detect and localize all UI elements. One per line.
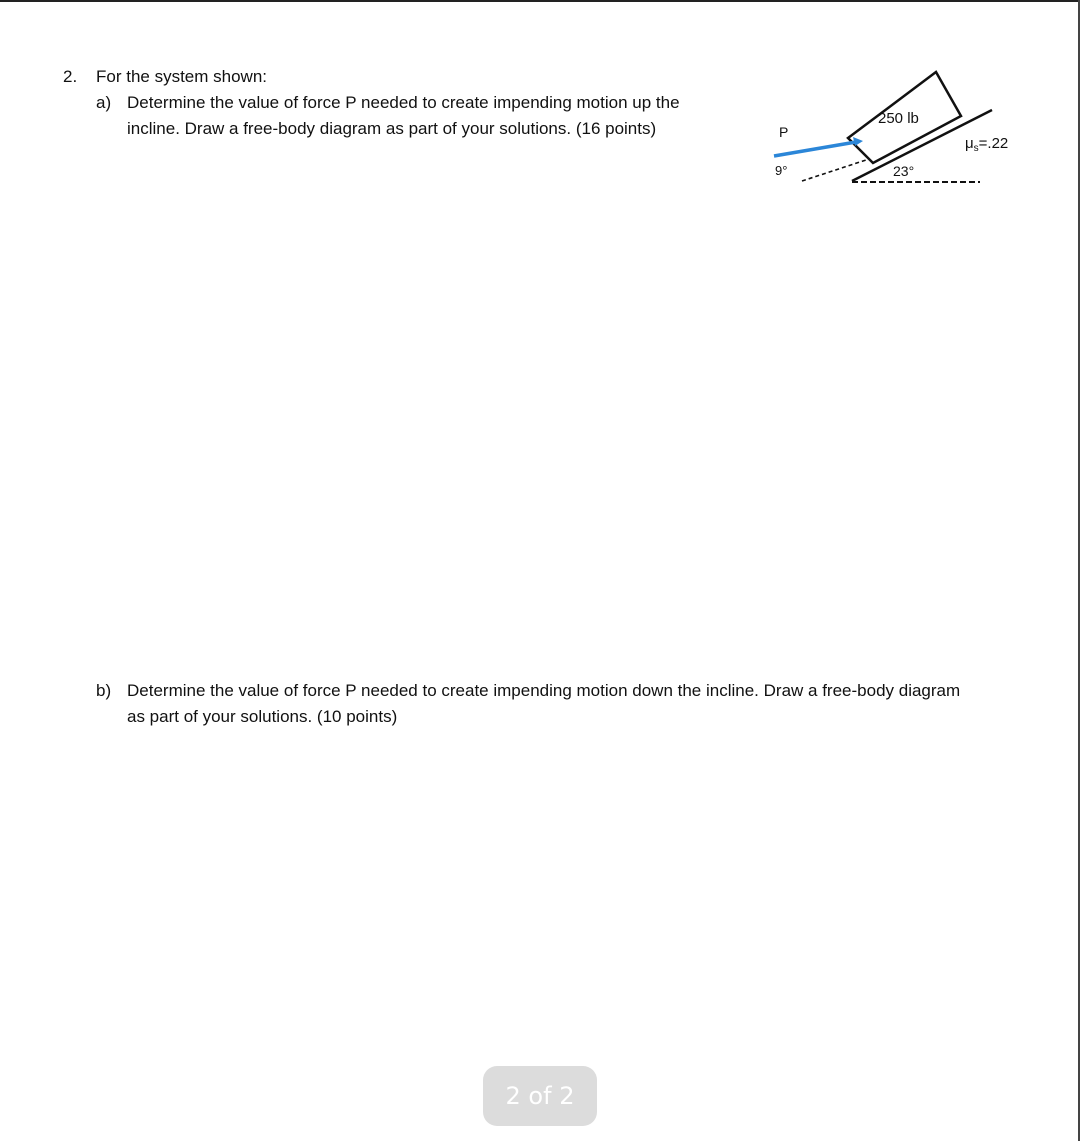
- part-a-line-2: incline. Draw a free-body diagram as part of your solutions. (16 points): [127, 119, 657, 138]
- force-label: P: [779, 124, 789, 140]
- part-b-label: b): [96, 681, 112, 700]
- page-indicator: 2 of 2: [483, 1066, 597, 1126]
- force-angle-label: 9°: [775, 163, 788, 178]
- friction-coefficient-label: $\mu_s=.22$: [965, 135, 1009, 154]
- incline-angle-label: 23°: [893, 163, 915, 179]
- incline-diagram: [760, 60, 1040, 200]
- question-intro: For the system shown:: [96, 67, 268, 86]
- part-a-label: a): [96, 93, 112, 112]
- question-number: 2.: [63, 67, 78, 86]
- force-p-arrow: [774, 142, 856, 156]
- part-b-line-1: Determine the value of force P needed to create impending motion down the incline. Draw a free-body diagram: [127, 681, 961, 700]
- weight-label: 250 lb: [878, 110, 919, 127]
- page-top-border: [0, 0, 1080, 2]
- part-a-line-1: Determine the value of force P needed to create impending motion up the: [127, 93, 680, 112]
- part-b-line-2: as part of your solutions. (10 points): [127, 707, 398, 726]
